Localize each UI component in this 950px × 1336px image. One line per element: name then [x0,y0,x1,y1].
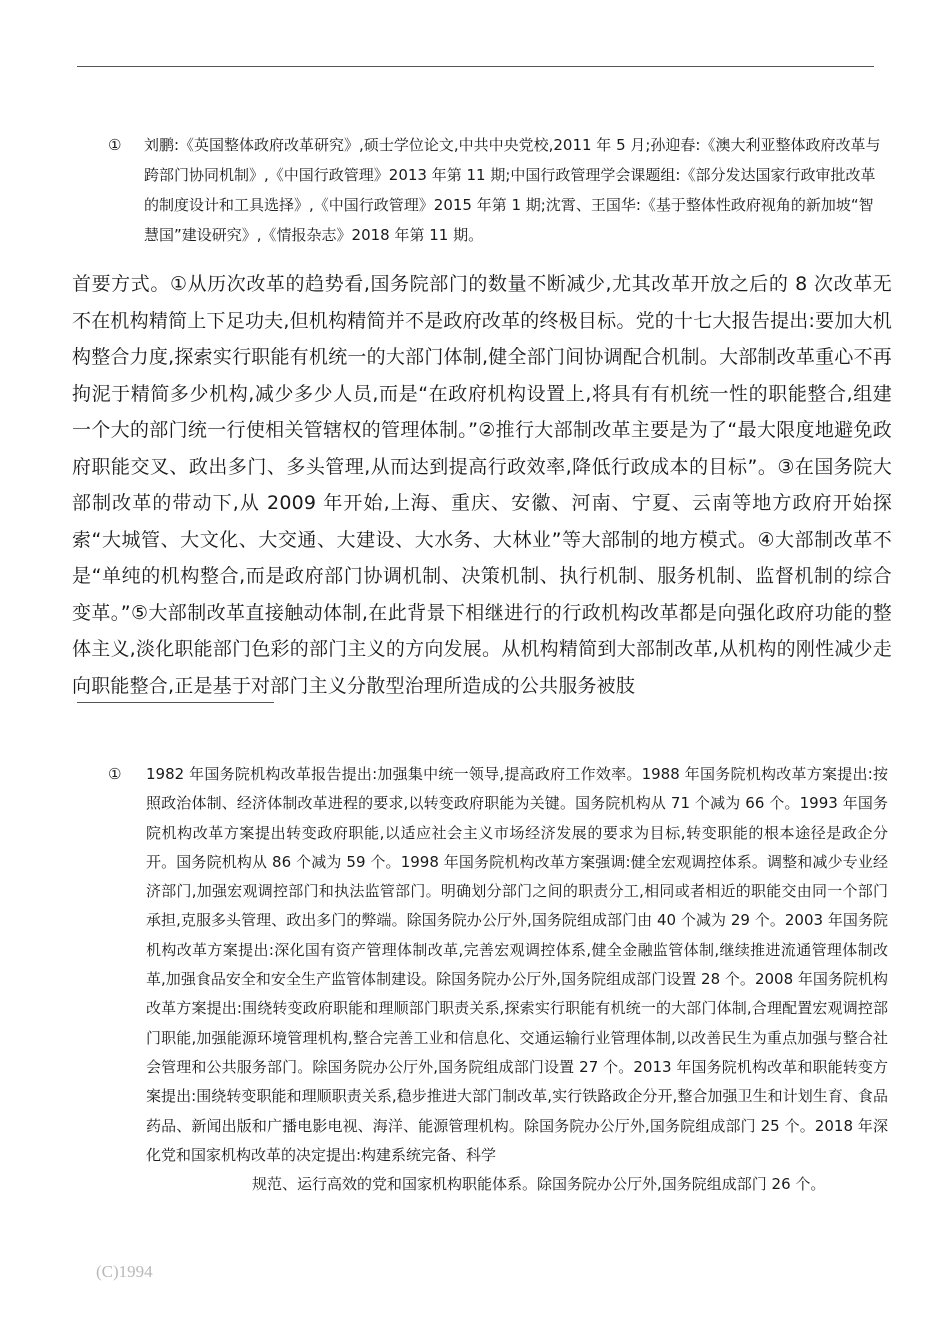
footnote-last-line: 规范、运行高效的党和国家机构职能体系。除国务院办公厅外,国务院组成部门 26 个。 [252,1175,826,1194]
top-divider [77,66,874,67]
footnote-text-block [146,760,888,1199]
footnote-text: 刘鹏:《英国整体政府改革研究》,硕士学位论文,中共中央党校,2011 年 5 月;孙迎春:《澳大利亚整体政府改革与跨部门协同机制》,《中国行政管理》2013 年第 11 期;中国行政管理学会课题组:《部分发达国家行政审批改革的制度设计和工具选择》,《中国行政管理》2015 年第 1 期;沈霄、王国华:《基于整体性政府视角的新加坡“智慧国”建设研究》,《情报杂志》2018 年第 11 期。 [144,136,881,244]
copyright-watermark: (C)1994 [96,1262,153,1281]
footnote-marker: ① [108,765,122,783]
footnote-top [108,130,888,250]
footnote-marker: ① [108,136,122,154]
footnote-bottom [108,760,888,1199]
footnote-divider [77,702,274,703]
body-paragraph: 首要方式。①从历次改革的趋势看,国务院部门的数量不断减少,尤其改革开放之后的 8 次改革无不在机构精简上下足功夫,但机构精简并不是政府改革的终极目标。党的十七大报告提出:要加大机构整合力度,探索实行职能有机统一的大部门体制,健全部门间协调配合机制。大部制改革重心不再拘泥于精简多少机构,减少多少人员,而是“在政府机构设置上,将具有有机统一性的职能整合,组建一个大的部门统一行使相关管辖权的管理体制。”②推行大部制改革主要是为了“最大限度地避免政府职能交叉、政出多门、多头管理,从而达到提高行政效率,降低行政成本的目标”。③在国务院大部制改革的带动下,从 2009 年开始,上海、重庆、安徽、河南、宁夏、云南等地方政府开始探索“大城管、大文化、大交通、大建设、大水务、大林业”等大部制的地方模式。④大部制改革不是“单纯的机构整合,而是政府部门协调机制、决策机制、执行机制、服务机制、监督机制的综合变革。”⑤大部制改革直接触动体制,在此背景下相继进行的行政机构改革都是向强化政府功能的整体主义,淡化职能部门色彩的部门主义的方向发展。从机构精简到大部制改革,从机构的刚性减少走向职能整合,正是基于对部门主义分散型治理所造成的公共服务被肢 [72,273,892,697]
footnote-text: 1982 年国务院机构改革报告提出:加强集中统一领导,提高政府工作效率。1988 年国务院机构改革方案提出:按照政治体制、经济体制改革进程的要求,以转变政府职能为关键。国务院机构从 71 个减为 66 个。1993 年国务院机构改革方案提出转变政府职能,以适应社会主义市场经济发展的要求为目标,转变职能的根本途径是政企分开。国务院机构从 86 个减为 59 个。1998 年国务院机构改革方案强调:健全宏观调控体系。调整和减少专业经济部门,加强宏观调控部门和执法监管部门。明确划分部门之间的职责分工,相同或者相近的职能交由同一个部门承担,克服多头管理、政出多门的弊端。除国务院办公厅外,国务院组成部门由 40 个减为 29 个。2003 年国务院机构改革方案提出:深化国有资产管理体制改革,完善宏观调控体系,健全金融监管体制,继续推进流通管理体制改革,加强食品安全和安全生产监管体制建设。除国务院办公厅外,国务院组成部门设置 28 个。2008 年国务院机构改革方案提出:围绕转变政府职能和理顺部门职责关系,探索实行职能有机统一的大部门体制,合理配置宏观调控部门职能,加强能源环境管理机构,整合完善工业和信息化、交通运输行业管理体制,以改善民生为重点加强与整合社会管理和公共服务部门。除国务院办公厅外,国务院组成部门设置 27 个。2013 年国务院机构改革和职能转变方案提出:围绕转变职能和理顺职责关系,稳步推进大部门制改革,实行铁路政企分开,整合加强卫生和计划生育、食品药品、新闻出版和广播电影电视、海洋、能源管理机构。除国务院办公厅外,国务院组成部门 25 个。2018 年深化党和国家机构改革的决定提出:构建系统完备、科学 [146,765,888,1164]
